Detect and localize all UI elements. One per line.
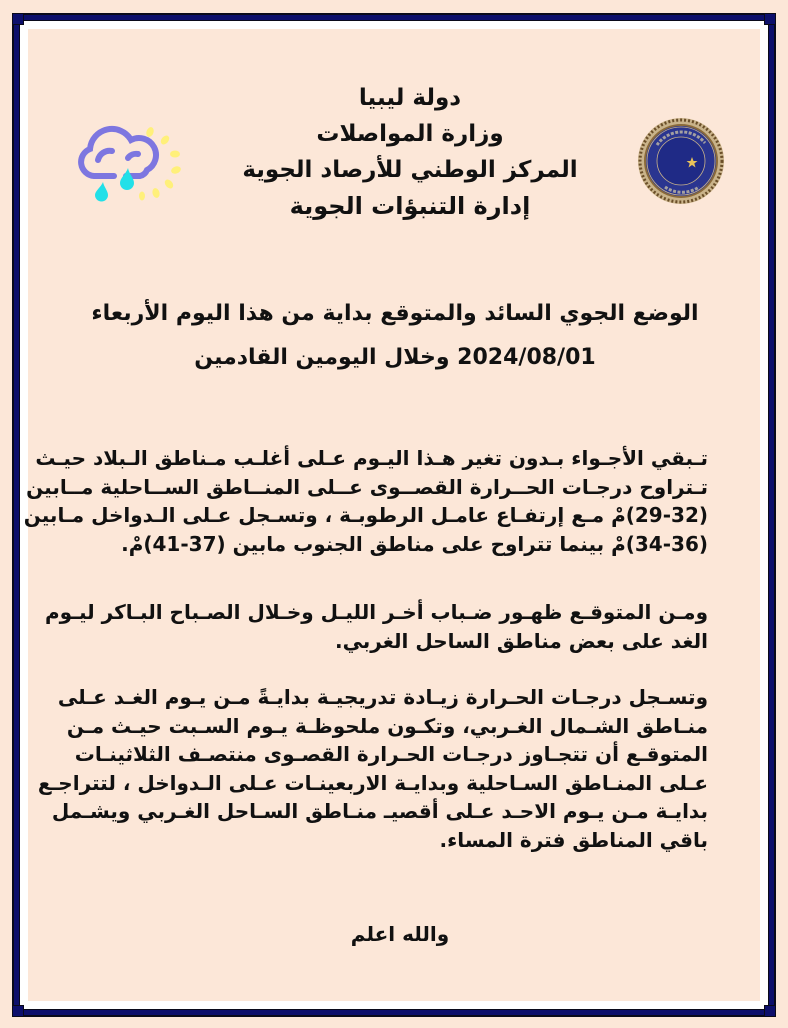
paragraph-line: عـلى المنـاطق السـاحلية وبدايـة الاربعينـات عـلى الـدواخل ، لتتراجـع — [37, 770, 708, 795]
ministry-seal-logo — [637, 117, 725, 205]
paragraph-line: تـتراوح درجـات الحــرارة القصــوى عــلى المنــاطق الســاحلية مــابين — [26, 474, 708, 499]
cloud-icon — [81, 129, 156, 176]
paragraph-line: المتوقـع أن تتجـاوز درجـات الحـرارة القصـوى منتصـف الثلاثينـات — [74, 742, 708, 766]
closing-phrase: والله اعلم — [350, 922, 450, 946]
title-line-2: 2024/08/01 وخلال اليومين القادمين — [194, 345, 596, 370]
paragraph-line: منـاطق الشـمال الغـربي، وتكـون ملحوظـة يـوم السـبت حيـث مـن — [66, 713, 708, 738]
header-department: إدارة التنبؤات الجوية — [289, 192, 531, 220]
paragraph-line: تـبقي الأجـواء بـدون تغير هـذا اليـوم عـلى أغلـب مـناطق الـبلاد حيـث — [35, 446, 708, 470]
header-ministry: وزارة المواصلات — [316, 121, 504, 147]
paragraph-line: وتسـجل درجـات الحـرارة زيـادة تدريجيـة بدايـةً مـن يـوم الغـد عـلى — [57, 685, 708, 709]
bulletin-title — [90, 292, 700, 380]
paragraph-outlook — [37, 683, 708, 854]
cloud-rain-sun-icon — [70, 118, 195, 203]
header-center: المركز الوطني للأرصاد الجوية — [242, 157, 578, 183]
paragraph-line: (34-36)مْ بينما تتراوح على مناطق الجنوب مابين (37-41)مْ. — [121, 531, 708, 556]
paragraph-line: بدايـة مـن يـوم الاحـد عـلى أقصيـ منـاطق السـاحل الغـربي ويشـمل — [51, 799, 708, 823]
paragraph-line: ومـن المتوقـع ظهـور ضـباب أخـر الليـل وخـلال الصـباح البـاكر ليـوم — [44, 600, 708, 624]
header-country: دولة ليبيا — [358, 85, 462, 111]
paragraph-fog — [44, 598, 708, 655]
paragraph-line: باقي المناطق فترة المساء. — [439, 827, 708, 852]
paragraph-line: الغد على بعض مناطق الساحل الغربي. — [334, 628, 708, 653]
paragraph-temperatures — [23, 444, 708, 558]
letterhead — [230, 80, 590, 224]
title-line-1: الوضع الجوي السائد والمتوقع بداية من هذا اليوم الأربعاء — [91, 301, 699, 326]
paragraph-line: (29-32)مْ مـع إرتفـاع عامـل الرطوبـة ، وتسـجل عـلى الـدواخل مـابين — [23, 503, 708, 527]
